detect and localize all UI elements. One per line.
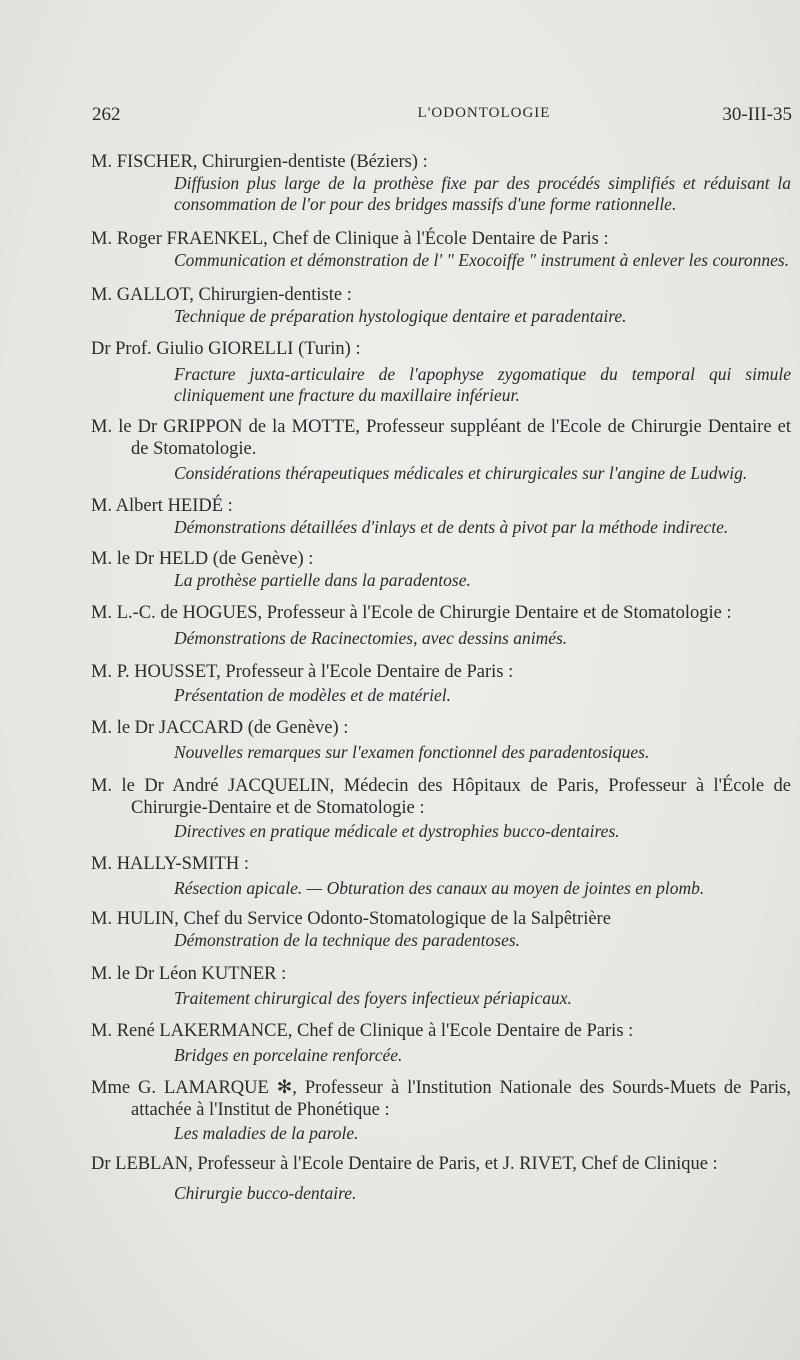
entry-author: Dr LEBLAN, Professeur à l'Ecole Dentaire de Paris, et J. RIVET, Chef de Clinique : — [91, 1154, 718, 1174]
entry-hulin — [91, 908, 791, 951]
entry-hogues — [91, 602, 791, 649]
entry-title: Chirurgie bucco-dentaire. — [174, 1183, 357, 1203]
entry-held — [91, 548, 791, 591]
entry-author: Mme G. LAMARQUE ✻, Professeur à l'Institution Nationale des Sourds-Muets de Paris, attachée à l'Institut de Phonétique : — [91, 1078, 791, 1120]
entry-title: Diffusion plus large de la prothèse fixe par des procédés simplifiés et réduisant la consommation de l'or pour des bridges massifs d'une forme rationnelle. — [174, 173, 791, 214]
page-header — [92, 104, 792, 128]
entry-author: M. P. HOUSSET, Professeur à l'Ecole Dentaire de Paris : — [91, 662, 514, 682]
page-number: 262 — [92, 104, 121, 125]
entry-title: Fracture juxta-articulaire de l'apophyse zygomatique du temporal qui simule cliniquement une fracture du maxillaire inférieur. — [174, 364, 791, 405]
entry-author: M. Albert HEIDÉ : — [91, 496, 233, 516]
entry-author: M. HALLY-SMITH : — [91, 854, 249, 874]
entry-title: Nouvelles remarques sur l'examen fonctionnel des paradentosiques. — [174, 742, 650, 762]
entry-housset — [91, 661, 791, 706]
entry-giorelli — [91, 338, 791, 406]
entry-title: Communication et démonstration de l' " Exocoiffe " instrument à enlever les couronnes. — [174, 250, 790, 270]
entry-author: M. HULIN, Chef du Service Odonto-Stomatologique de la Salpêtrière — [91, 909, 611, 929]
entry-author: M. le Dr GRIPPON de la MOTTE, Professeur suppléant de l'Ecole de Chirurgie Dentaire et de Stomatologie. — [91, 417, 791, 459]
entry-title: Considérations thérapeutiques médicales et chirurgicales sur l'angine de Ludwig. — [174, 463, 748, 483]
entry-author: M. GALLOT, Chirurgien-dentiste : — [91, 285, 352, 305]
entry-leblan — [91, 1153, 791, 1204]
entry-title: Bridges en porcelaine renforcée. — [174, 1045, 403, 1065]
entry-title: Démonstration de la technique des paradentoses. — [174, 930, 521, 950]
entry-title: Résection apicale. — Obturation des canaux au moyen de jointes en plomb. — [174, 878, 705, 898]
entry-title: Démonstrations détaillées d'inlays et de dents à pivot par la méthode indirecte. — [174, 517, 729, 537]
communications-list — [91, 151, 791, 1204]
journal-title: L'ODONTOLOGIE — [417, 105, 551, 121]
entry-heide — [91, 495, 791, 538]
entry-title: Présentation de modèles et de matériel. — [174, 685, 452, 705]
entry-lamarque — [91, 1077, 791, 1144]
entry-title: Technique de préparation hystologique dentaire et paradentaire. — [174, 306, 627, 326]
entry-title: Directives en pratique médicale et dystrophies bucco-dentaires. — [174, 821, 620, 841]
entry-author: M. le Dr André JACQUELIN, Médecin des Hôpitaux de Paris, Professeur à l'École de Chirurgie-Dentaire et de Stomatologie : — [91, 776, 791, 818]
entry-author: M. L.-C. de HOGUES, Professeur à l'Ecole de Chirurgie Dentaire et de Stomatologie : — [91, 603, 732, 623]
entry-author: M. le Dr Léon KUTNER : — [91, 964, 287, 984]
entry-fraenkel — [91, 228, 791, 271]
entry-fischer — [91, 151, 791, 215]
entry-jacquelin — [91, 775, 791, 842]
entry-grippon — [91, 416, 791, 484]
entry-gallot — [91, 284, 791, 327]
entry-author: M. Roger FRAENKEL, Chef de Clinique à l'École Dentaire de Paris : — [91, 229, 609, 249]
entry-author: M. le Dr JACCARD (de Genève) : — [91, 718, 349, 738]
entry-author: M. le Dr HELD (de Genève) : — [91, 549, 314, 569]
entry-lakermance — [91, 1020, 791, 1066]
entry-title: Les maladies de la parole. — [174, 1123, 359, 1143]
entry-author: Dr Prof. Giulio GIORELLI (Turin) : — [91, 339, 361, 359]
entry-title: La prothèse partielle dans la paradentose. — [174, 570, 471, 590]
entry-title: Traitement chirurgical des foyers infectieux périapicaux. — [174, 988, 572, 1008]
entry-jaccard — [91, 717, 791, 763]
entry-author: M. FISCHER, Chirurgien-dentiste (Béziers) : — [91, 152, 428, 172]
issue-date: 30-III-35 — [722, 104, 792, 125]
entry-author: M. René LAKERMANCE, Chef de Clinique à l'Ecole Dentaire de Paris : — [91, 1021, 634, 1041]
entry-hally-smith — [91, 853, 791, 899]
entry-title: Démonstrations de Racinectomies, avec dessins animés. — [174, 628, 568, 648]
entry-kutner — [91, 963, 791, 1009]
